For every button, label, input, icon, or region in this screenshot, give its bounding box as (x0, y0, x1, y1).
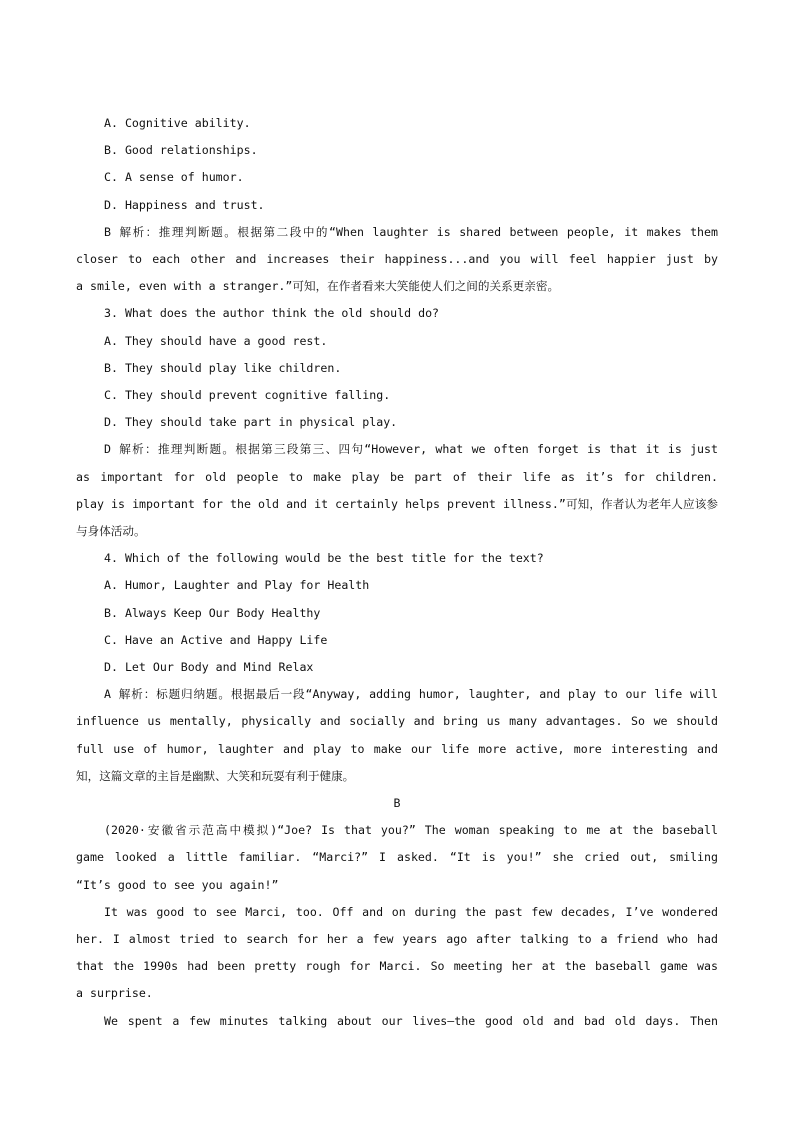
analysis-line: closer to each other and increases their happiness...and you will feel happier just by (76, 252, 718, 266)
option-2c: C. A sense of humor. (104, 170, 244, 185)
analysis-line: a smile, even with a stranger.”可知，在作者看来大笑能使人们之间的关系更亲密。 (76, 279, 560, 294)
option-3d: D. They should take part in physical play. (104, 415, 398, 430)
analysis-line: influence us mentally, physically and socially and bring us many advantages. So we should (76, 714, 718, 729)
analysis-line: as important for old people to make play be part of their life as it’s for children. (76, 469, 718, 484)
analysis-3 (76, 436, 718, 545)
section-heading: B (393, 795, 401, 810)
option-3c: C. They should prevent cognitive falling. (104, 388, 391, 402)
passage-line: that the 1990s had been pretty rough for Marci. So meeting her at the baseball game was (76, 959, 718, 974)
analysis-line: 与身体活动。 (76, 523, 146, 538)
option-4b: B. Always Keep Our Body Healthy (104, 605, 321, 620)
passage-paragraph-3 (76, 1008, 718, 1035)
analysis-line: full use of humor, laughter and play to make our life more active, more interesting and (76, 741, 718, 756)
option-4a: A. Humor, Laughter and Play for Health (104, 578, 370, 593)
option-2a: A. Cognitive ability. (104, 116, 251, 130)
analysis-line: 知，这篇文章的主旨是幽默、大笑和玩耍有利于健康。 (76, 768, 355, 783)
document-page (76, 110, 718, 1035)
analysis-line: play is important for the old and it certainly helps prevent illness.”可知，作者认为老年人应该参 (76, 496, 718, 511)
passage-line: We spent a few minutes talking about our lives—the good old and bad old days. Then (104, 1013, 718, 1028)
analysis-2 (76, 219, 718, 301)
analysis-line: B 解析：推理判断题。根据第二段中的“When laughter is shared between people, it makes them (104, 224, 718, 239)
analysis-line: D 解析：推理判断题。根据第三段第三、四句“However, what we often forget is that it is just (104, 442, 718, 457)
option-2b: B. Good relationships. (104, 143, 258, 158)
passage-paragraph-1 (76, 817, 718, 899)
passage-line: game looked a little familiar. “Marci?” I asked. “It is you!” she cried out, smiling (76, 850, 718, 865)
option-2d: D. Happiness and trust. (104, 197, 265, 212)
option-4d: D. Let Our Body and Mind Relax (104, 659, 314, 674)
question-4: 4. Which of the following would be the best title for the text? (104, 551, 544, 566)
passage-line: her. I almost tried to search for her a few years ago after talking to a friend who had (76, 931, 718, 946)
analysis-line: A 解析：标题归纳题。根据最后一段“Anyway, adding humor, laughter, and play to our life will (104, 687, 718, 702)
passage-line: “It’s good to see you again!” (76, 877, 279, 892)
option-3a: A. They should have a good rest. (104, 333, 328, 348)
option-3b: B. They should play like children. (104, 360, 342, 375)
passage-line: a surprise. (76, 986, 153, 1001)
passage-line: It was good to see Marci, too. Off and on during the past few decades, I’ve wondered (104, 904, 718, 919)
passage-line: (2020·安徽省示范高中模拟)“Joe? Is that you?” The woman speaking to me at the baseball (104, 823, 718, 838)
analysis-4 (76, 681, 718, 790)
question-3: 3. What does the author think the old should do? (104, 306, 440, 321)
option-4c: C. Have an Active and Happy Life (104, 632, 328, 647)
passage-paragraph-2 (76, 899, 718, 1008)
